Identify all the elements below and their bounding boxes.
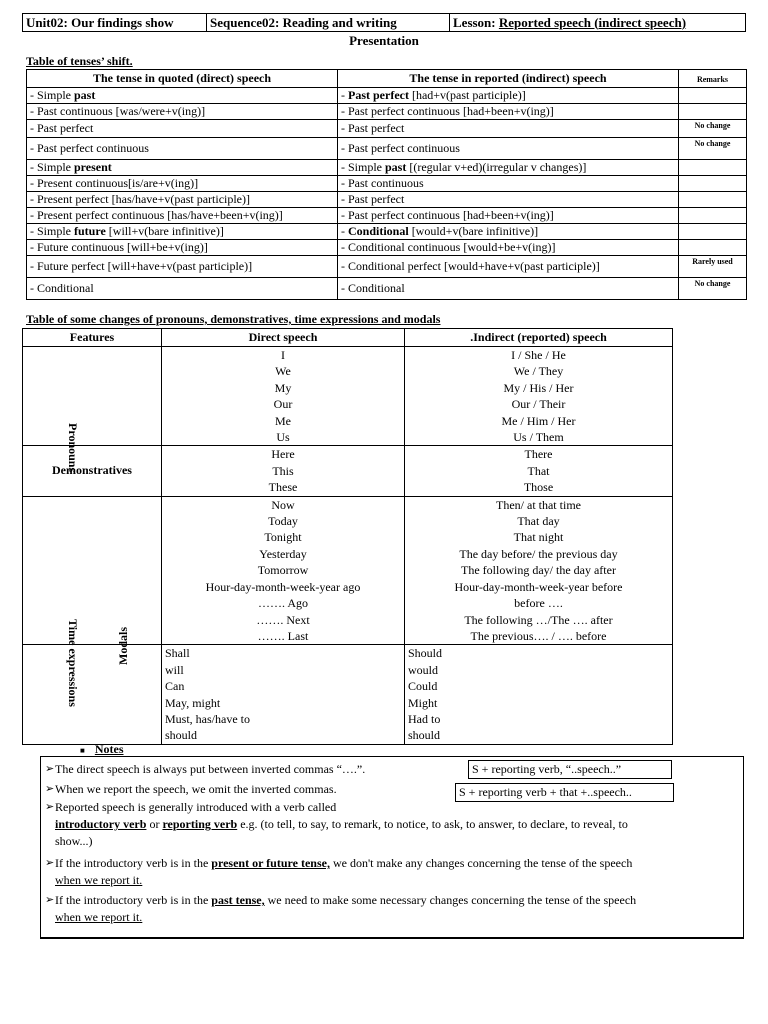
- change-item: Might: [408, 695, 438, 710]
- remark-cell: [679, 224, 747, 240]
- change-item: That night: [513, 530, 564, 545]
- indirect-tense-cell: - Past perfect continuous [had+been+v(ing)]: [338, 104, 679, 120]
- change-item: Could: [408, 679, 438, 694]
- indirect-tense-cell: - Past continuous: [338, 176, 679, 192]
- indirect-tense-cell: - Conditional [would+v(bare infinitive)]: [338, 224, 679, 240]
- indirect-tense-cell: - Conditional continuous [would+be+v(ing)]: [338, 240, 679, 256]
- change-item: Shall: [165, 646, 190, 661]
- direct-tense-cell: - Past continuous [was/were+v(ing)]: [27, 104, 338, 120]
- change-item: Tonight: [264, 530, 302, 545]
- col-direct-tense: The tense in quoted (direct) speech: [27, 70, 338, 88]
- arrow-bullet-icon: ➢: [45, 894, 55, 906]
- direct-tense-cell: - Simple future [will+v(bare infinitive)]: [27, 224, 338, 240]
- arrow-bullet-icon: ➢: [45, 801, 55, 813]
- change-item: Me: [275, 413, 291, 428]
- direct-tense-cell: - Simple past: [27, 88, 338, 104]
- tense-row: [27, 278, 747, 300]
- change-item: Tomorrow: [257, 563, 309, 578]
- modals-row: [23, 645, 673, 744]
- time-indirect: [405, 496, 673, 645]
- indirect-tense-cell: - Simple past [(regular v+ed)(irregular v changes)]: [338, 160, 679, 176]
- demonstratives-row: [23, 446, 673, 496]
- demonstratives-indirect: [405, 446, 673, 496]
- note-3: ➢ Reported speech is generally introduced with a verb called introductory verb or reporting verb e.g. (to tell, to say, to remark, to notice, to ask, to answer, to declare, to reveal, to show...): [45, 800, 628, 848]
- change-item: This: [272, 463, 294, 478]
- remark-cell: [679, 240, 747, 256]
- change-item: Hour-day-month-week-year before: [454, 579, 623, 594]
- change-item: Now: [271, 497, 295, 512]
- change-item: Hour-day-month-week-year ago: [205, 579, 361, 594]
- change-item: My: [274, 380, 292, 395]
- time-label: Time expressions: [66, 618, 80, 707]
- change-item: ……. Ago: [257, 596, 308, 611]
- change-item: should: [165, 728, 198, 743]
- time-row: [23, 496, 673, 645]
- square-bullet-icon: ■: [80, 746, 85, 755]
- change-item: We / They: [513, 364, 564, 379]
- change-item: There: [524, 447, 553, 462]
- tense-row: [27, 208, 747, 224]
- arrow-bullet-icon: ➢: [45, 783, 55, 795]
- change-item: The following …/The …. after: [464, 612, 613, 627]
- change-item: The day before/ the previous day: [459, 546, 618, 561]
- change-item: Me / Him / Her: [501, 413, 576, 428]
- change-item: Here: [271, 447, 295, 462]
- modals-direct: [162, 645, 405, 744]
- sequence-cell: Sequence02: Reading and writing: [207, 14, 450, 32]
- unit-cell: Unit02: Our findings show: [23, 14, 207, 32]
- direct-tense-cell: - Present perfect continuous [has/have+been+v(ing)]: [27, 208, 338, 224]
- pronouns-direct: [162, 347, 405, 446]
- indirect-tense-cell: - Past perfect: [338, 120, 679, 138]
- changes-table: [22, 328, 673, 745]
- arrow-bullet-icon: ➢: [45, 857, 55, 869]
- remark-cell: [679, 88, 747, 104]
- col-direct-speech: Direct speech: [162, 329, 405, 347]
- change-item: These: [268, 480, 298, 495]
- change-item: Can: [165, 679, 185, 694]
- demonstratives-feature: [23, 446, 162, 496]
- indirect-tense-cell: - Conditional: [338, 278, 679, 300]
- change-item: would: [408, 662, 438, 677]
- reported-speech-formula: S + reporting verb + that +..speech..: [455, 783, 674, 802]
- change-item: Should: [408, 646, 443, 661]
- change-item: Those: [523, 480, 554, 495]
- change-item: Then/ at that time: [496, 497, 581, 512]
- remark-cell: [679, 208, 747, 224]
- direct-tense-cell: - Present perfect [has/have+v(past participle)]: [27, 192, 338, 208]
- remark-cell: [679, 176, 747, 192]
- change-item: Our / Their: [511, 397, 566, 412]
- change-item: We: [275, 364, 291, 379]
- change-item: ……. Last: [257, 628, 309, 643]
- change-item: will: [165, 662, 184, 677]
- change-item: Today: [268, 514, 298, 529]
- change-item: Us: [276, 430, 290, 445]
- col-features: Features: [23, 329, 162, 347]
- direct-tense-cell: - Past perfect: [27, 120, 338, 138]
- tense-row: [27, 88, 747, 104]
- changes-table-title: Table of some changes of pronouns, demonstratives, time expressions and modals: [26, 312, 441, 326]
- direct-tense-cell: - Simple present: [27, 160, 338, 176]
- pronouns-indirect: [405, 347, 673, 446]
- change-item: Had to: [408, 711, 441, 726]
- indirect-tense-cell: - Past perfect continuous: [338, 138, 679, 160]
- tense-row: [27, 240, 747, 256]
- tenses-table-body: [27, 88, 747, 300]
- remark-cell: [679, 104, 747, 120]
- tense-row: [27, 104, 747, 120]
- remark-cell: No change: [679, 120, 747, 138]
- change-item: I / She / He: [511, 348, 566, 362]
- tense-row: [27, 120, 747, 138]
- modals-feature: [23, 627, 162, 744]
- note-1: ➢ The direct speech is always put between inverted commas “….”.: [45, 762, 366, 776]
- change-item: before ….: [514, 596, 563, 611]
- indirect-tense-cell: - Conditional perfect [would+have+v(past participle)]: [338, 256, 679, 278]
- col-indirect-speech: .Indirect (reported) speech: [405, 329, 673, 347]
- note-5: ➢ If the introductory verb is in the past tense, we need to make some necessary changes concerning the tense of the speech when we report it.: [45, 893, 637, 924]
- indirect-tense-cell: - Past perfect: [338, 192, 679, 208]
- change-item: That: [527, 463, 550, 478]
- lesson-header: [22, 13, 746, 32]
- note-4: ➢ If the introductory verb is in the present or future tense, we don't make any changes concerning the tense of the speech when we report it.: [45, 856, 633, 887]
- direct-tense-cell: - Conditional: [27, 278, 338, 300]
- demonstratives-label: Demonstratives: [52, 463, 132, 478]
- modals-label: Modals: [116, 627, 130, 666]
- change-item: The previous…. / …. before: [470, 628, 607, 643]
- pronouns-label: Pronouns: [66, 423, 80, 473]
- tense-row: [27, 138, 747, 160]
- remark-cell: No change: [679, 278, 747, 300]
- indirect-tense-cell: - Past perfect continuous [had+been+v(ing)]: [338, 208, 679, 224]
- change-item: ……. Next: [256, 612, 310, 627]
- tenses-table: [26, 69, 747, 300]
- change-item: May, might: [165, 695, 221, 710]
- change-item: My / His / Her: [503, 380, 574, 395]
- remark-cell: Rarely used: [679, 256, 747, 278]
- remark-cell: No change: [679, 138, 747, 160]
- direct-tense-cell: - Present continuous[is/are+v(ing)]: [27, 176, 338, 192]
- change-item: should: [408, 728, 441, 743]
- direct-tense-cell: - Past perfect continuous: [27, 138, 338, 160]
- time-direct: [162, 496, 405, 645]
- tense-row: [27, 224, 747, 240]
- change-item: Our: [273, 397, 293, 412]
- change-item: I: [281, 348, 285, 362]
- notes-box: [40, 756, 744, 939]
- modals-indirect: [405, 645, 673, 744]
- lesson-cell: Lesson: Reported speech (indirect speech): [450, 14, 746, 32]
- remark-cell: [679, 192, 747, 208]
- demonstratives-direct: [162, 446, 405, 496]
- change-item: Must, has/have to: [165, 711, 250, 726]
- tenses-table-title: Table of tenses’ shift.: [26, 54, 133, 68]
- pronouns-row: [23, 347, 673, 446]
- tense-row: [27, 160, 747, 176]
- change-item: Us / Them: [513, 430, 564, 445]
- arrow-bullet-icon: ➢: [45, 763, 55, 775]
- change-item: The following day/ the day after: [461, 563, 616, 578]
- tense-row: [27, 192, 747, 208]
- direct-tense-cell: - Future continuous [will+be+v(ing)]: [27, 240, 338, 256]
- notes-heading: ■ Notes: [80, 742, 124, 756]
- indirect-tense-cell: - Past perfect [had+v(past participle)]: [338, 88, 679, 104]
- change-item: That day: [517, 514, 560, 529]
- direct-tense-cell: - Future perfect [will+have+v(past participle)]: [27, 256, 338, 278]
- change-item: Yesterday: [259, 546, 307, 561]
- presentation-heading: Presentation: [349, 33, 419, 48]
- col-indirect-tense: The tense in reported (indirect) speech: [338, 70, 679, 88]
- tense-row: [27, 176, 747, 192]
- col-remarks: Remarks: [679, 70, 747, 88]
- tense-row: [27, 256, 747, 278]
- remark-cell: [679, 160, 747, 176]
- note-2: ➢ When we report the speech, we omit the inverted commas.: [45, 782, 337, 796]
- direct-speech-formula: S + reporting verb, “..speech..”: [468, 760, 672, 779]
